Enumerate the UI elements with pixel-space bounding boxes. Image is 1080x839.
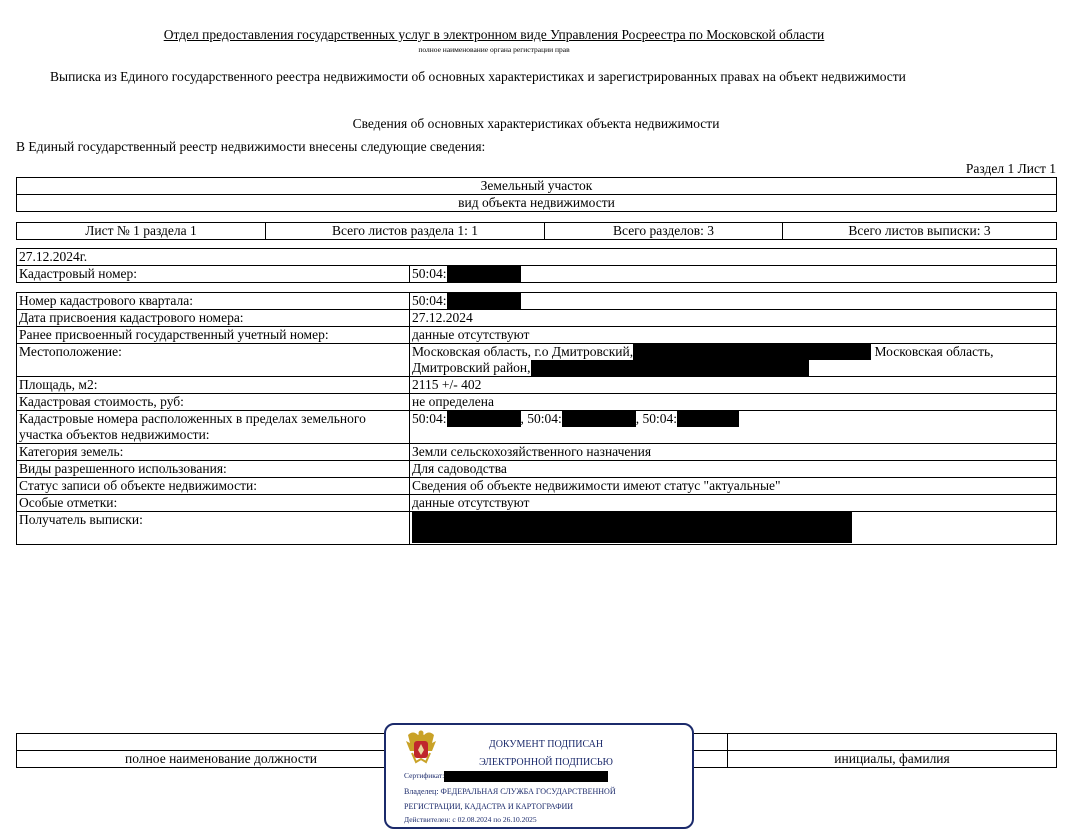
location-part2: Московская область,	[874, 344, 994, 359]
cadastral-number-prefix: 50:04:	[412, 266, 447, 281]
sections-total: Всего разделов: 3	[545, 223, 783, 240]
section-sheets-total: Всего листов раздела 1: 1	[266, 223, 545, 240]
position-caption: полное наименование должности	[17, 751, 426, 768]
redaction-block	[444, 771, 608, 782]
object-type-caption: вид объекта недвижимости	[17, 195, 1057, 212]
redaction-block	[531, 360, 809, 376]
notes-value: данные отсутствуют	[410, 495, 1057, 512]
redaction-block	[447, 293, 521, 309]
location-value	[410, 344, 1057, 377]
stamp-line1: ДОКУМЕНТ ПОДПИСАН	[488, 739, 604, 750]
area-value: 2115 +/- 402	[410, 377, 1057, 394]
stamp-owner-line2: РЕГИСТРАЦИИ, КАДАСТРА И КАРТОГРАФИИ	[404, 802, 574, 811]
quarter-label: Номер кадастрового квартала:	[17, 293, 410, 310]
cadastral-number-label: Кадастровый номер:	[17, 266, 410, 283]
inside-prefix-1: 50:04:	[412, 411, 447, 426]
location-part1: Московская область, г.о Дмитровский,	[412, 344, 634, 359]
stamp-validity: Действителен: с 02.08.2024 по 26.10.2025	[404, 815, 537, 824]
cost-value: не определена	[410, 394, 1057, 411]
inside-prefix-3: , 50:04:	[635, 411, 678, 426]
category-value: Земли сельскохозяйственного назначения	[410, 444, 1057, 461]
prev-number-value: данные отсутствуют	[410, 327, 1057, 344]
redaction-block	[447, 266, 521, 282]
quarter-value	[410, 293, 1057, 310]
redaction-block	[562, 411, 636, 427]
status-value: Сведения об объекте недвижимости имеют статус "актуальные"	[410, 478, 1057, 495]
name-caption: инициалы, фамилия	[728, 751, 1057, 768]
assign-date-value: 27.12.2024	[410, 310, 1057, 327]
sheet-label: Раздел 1 Лист 1	[965, 161, 1056, 176]
certificate-label: Сертификат:	[404, 771, 445, 780]
location-label: Местоположение:	[17, 344, 410, 377]
e-signature-stamp	[384, 723, 694, 829]
inside-objects-label: Кадастровые номера расположенных в пределах земельного участка объектов недвижимости:	[17, 411, 410, 444]
extract-sheets-total: Всего листов выписки: 3	[783, 223, 1057, 240]
status-label: Статус записи об объекте недвижимости:	[17, 478, 410, 495]
usage-label: Виды разрешенного использования:	[17, 461, 410, 478]
characteristics-table	[16, 292, 1057, 545]
stamp-line2: ЭЛЕКТРОННОЙ ПОДПИСЬЮ	[479, 757, 613, 768]
extract-date: 27.12.2024г.	[17, 249, 1057, 266]
stamp-certificate	[404, 771, 608, 782]
object-type: Земельный участок	[17, 178, 1057, 195]
authority-name: Отдел предоставления государственных услуг в электронном виде Управления Росреестра по Московской области	[163, 27, 825, 42]
prev-number-label: Ранее присвоенный государственный учетный номер:	[17, 327, 410, 344]
quarter-prefix: 50:04:	[412, 293, 447, 308]
notes-label: Особые отметки:	[17, 495, 410, 512]
redaction-block	[677, 411, 739, 427]
redaction-block	[633, 344, 871, 360]
recipient-value	[410, 512, 1057, 545]
cost-label: Кадастровая стоимость, руб:	[17, 394, 410, 411]
sheet-number: Лист № 1 раздела 1	[17, 223, 266, 240]
recipient-label: Получатель выписки:	[17, 512, 410, 545]
inside-prefix-2: , 50:04:	[520, 411, 562, 426]
stamp-owner-line1: Владелец: ФЕДЕРАЛЬНАЯ СЛУЖБА ГОСУДАРСТВЕННОЙ	[404, 787, 616, 796]
date-table	[16, 248, 1057, 283]
object-type-table	[16, 177, 1057, 212]
redaction-block	[447, 411, 521, 427]
position-cell	[17, 734, 426, 751]
location-part3: Дмитровский район,	[412, 360, 531, 375]
area-label: Площадь, м2:	[17, 377, 410, 394]
section-title: Сведения об основных характеристиках объекта недвижимости	[352, 116, 720, 131]
redaction-block	[412, 512, 852, 543]
usage-value: Для садоводства	[410, 461, 1057, 478]
sheets-table	[16, 222, 1057, 240]
name-cell	[728, 734, 1057, 751]
authority-caption: полное наименование органа регистрации прав	[418, 45, 570, 54]
cadastral-number-value	[410, 266, 1057, 283]
inside-objects-value	[410, 411, 1057, 444]
coat-of-arms-icon	[404, 729, 438, 767]
extract-title: Выписка из Единого государственного реестра недвижимости об основных характеристиках и зарегистрированных правах на объект недвижимости	[50, 69, 906, 84]
intro-text: В Единый государственный реестр недвижимости внесены следующие сведения:	[16, 139, 486, 154]
category-label: Категория земель:	[17, 444, 410, 461]
assign-date-label: Дата присвоения кадастрового номера:	[17, 310, 410, 327]
